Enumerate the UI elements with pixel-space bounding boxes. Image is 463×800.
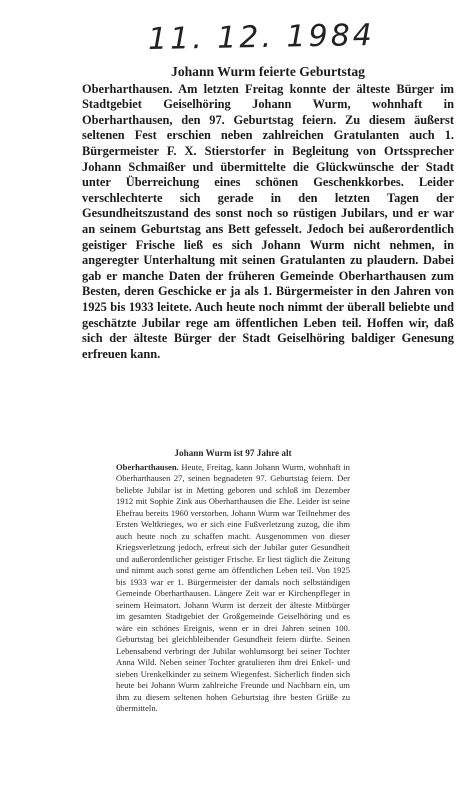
article-1-dateline: Oberharthausen. bbox=[82, 81, 173, 96]
newspaper-clipping-2 bbox=[116, 448, 350, 715]
article-1-headline: Johann Wurm feierte Geburtstag bbox=[171, 64, 365, 79]
article-2-text bbox=[116, 462, 350, 715]
newspaper-clipping-1 bbox=[82, 64, 454, 362]
article-2-body: Heute, Freitag, kann Johann Wurm, wohnhaft in Oberharthausen 27, seinen begnadeten 97. Geburtstag feiern. Der beliebte Jubilar ist in Metting geboren und schloß im Dezember 1912 mit Sophie Zink aus Oberharthausen die Ehe. Leider ist seine Ehefrau bereits 1960 verstorben. Johann Wurm war Teilnehmer des Ersten Weltkrieges, wo er sich eine Fußverletzung zuzog, die ihm auch heute noch zu schaffen macht. Ausgenommen von dieser Kriegsverletzung jedoch, erfreut sich der Jubilar guter Gesundheit und außerordentlicher geistiger Frische. Er liest täglich die Zeitung und nimmt auch sonst gerne am öffentlichen Leben teil. Von 1925 bis 1933 war er 1. Bürgermeister der damals noch selbständigen Gemeinde Oberharthausen. Längere Zeit war er Kirchenpfleger in seinem Heimatort. Johann Wurm ist derzeit der älteste Mitbürger im gesamten Stadtgebiet der Großgemeinde Geiselhöring und es wäre ein schönes Ereignis, wenn er in drei Jahren seinen 100. Geburtstag bei gleichbleibender Gesundheit feiern dürfte. Seinen Lebensabend verbringt der Jubilar wohlumsorgt bei seiner Tochter Anna Wild. Neben seiner Tochter gratulieren ihm drei Enkel- und sieben Urenkelkinder zu seinem Wiegenfest. Sicherlich finden sich heute bei Johann Wurm zahlreiche Freunde und Nachbarn ein, um ihm zu diesem seltenen hohen Geburtstag ihre besten Grüße zu übermitteln. bbox=[116, 461, 350, 713]
handwritten-date: 11. 12. 1984 bbox=[147, 18, 376, 57]
article-1-body: Am letzten Freitag konnte der älteste Bürger im Stadtgebiet Geiselhöring Johann Wurm, wohnhaft in Oberharthausen, den 97. Geburtstag feiern. Zu diesem äußerst seltenen Fest erschien neben zahlreichen Gratulanten auch 1. Bürgermeister F. X. Stierstorfer in Begleitung von Ortssprecher Johann Schmaißer und übermittelte die Glückwünsche der Stadt unter Überreichung eines schönen Geschenkkorbes. Leider verschlechterte sich gerade in den letzten Tagen der Gesundheitszustand des sonst noch so rüstigen Jubilars, und er war an seinem Geburtstag ans Bett gefesselt. Jedoch bei außerordentlich geistiger Frische ließ es sich Johann Wurm nicht nehmen, in angeregter Unterhaltung mit seinen Gratulanten zu plaudern. Dabei gab er manche Daten der früheren Gemeinde Oberharthausen zum Besten, deren Geschicke er ja als 1. Bürgermeister in den Jahren von 1925 bis 1933 leitete. Auch heute noch nimmt der überall beliebte und geschätzte Jubilar rege am öffentlichen Leben teil. Hoffen wir, daß sich der älteste Bürger der Stadt Geiselhöring baldiger Genesung erfreuen kann. bbox=[82, 81, 454, 361]
article-2-headline: Johann Wurm ist 97 Jahre alt bbox=[174, 448, 292, 458]
article-2-dateline: Oberharthausen. bbox=[116, 461, 179, 472]
article-1-text bbox=[82, 82, 454, 363]
